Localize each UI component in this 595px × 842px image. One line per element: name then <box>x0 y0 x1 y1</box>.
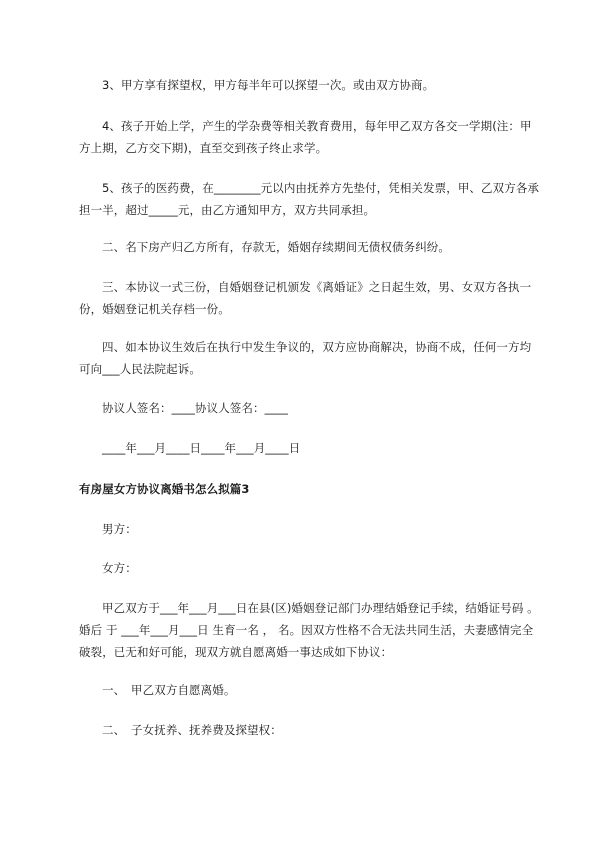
clause-property: 二、名下房产归乙方所有，存款无，婚姻存续期间无债权债务纠纷。 <box>102 240 450 254</box>
section-heading: 有房屋女方协议离婚书怎么拟篇3 <box>79 482 250 496</box>
clause-disputes: 四、如本协议生效后在执行中发生争议的，双方应协商解决，协商不成，任何一方均可向___人民法院起诉。 <box>79 340 532 376</box>
clause-visitation: 3、甲方享有探望权，甲方每半年可以探望一次。或由双方协商。 <box>102 78 435 92</box>
clause-medical-fees: 5、孩子的医药费，在________元以内由抚养方先垫付，凭相关发票，甲、乙双方各承担一半，超过_____元，由乙方通知甲方，双方共同承担。 <box>79 181 540 217</box>
clause-child-custody: 二、 子女抚养、抚养费及探望权： <box>102 723 282 737</box>
male-party-label: 男方： <box>102 522 137 536</box>
female-party-label: 女方： <box>102 561 137 575</box>
date-line: ____年___月____日____年___月____日 <box>102 441 301 455</box>
clause-voluntary-divorce: 一、 甲乙双方自愿离婚。 <box>102 683 236 697</box>
marriage-details-paragraph: 甲乙双方于___年___月___日在县(区)婚姻登记部门办理结婚登记手续，结婚证号码 。 婚后 于 ___年___月___日 生育一名 ， 名。因双方性格不合无法共同生活，夫妻感情完全破裂，已无和好可能，现双方就自愿离婚一事达成如下协议： <box>79 601 539 659</box>
clause-education-fees: 4、孩子开始上学，产生的学杂费等相关教育费用，每年甲乙双方各交一学期(注：甲方上期，乙方交下期)，直至交到孩子终止求学。 <box>79 119 532 155</box>
clause-copies: 三、本协议一式三份，自婚姻登记机颁发《离婚证》之日起生效，男、女双方各执一份，婚姻登记机关存档一份。 <box>79 280 532 316</box>
signature-line: 协议人签名：____协议人签名：____ <box>102 401 288 415</box>
